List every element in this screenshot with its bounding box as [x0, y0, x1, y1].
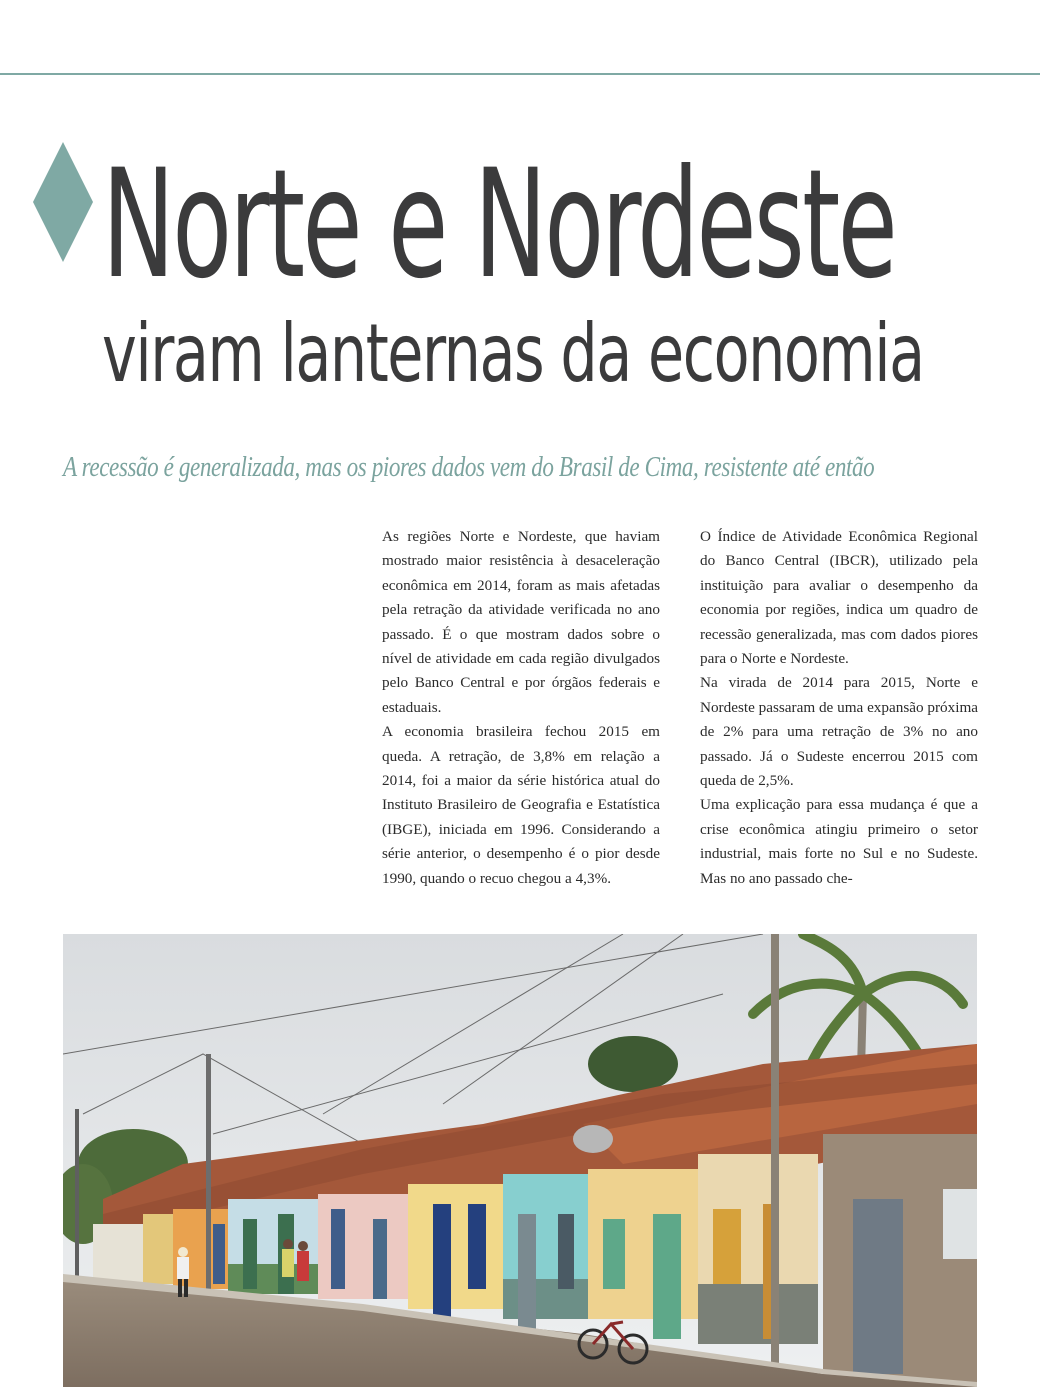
paragraph: As regiões Norte e Nordeste, que haviam mostrado maior resistência à desaceleração econômica em 2014, foram as mais afetadas pela retração da atividade verificada no ano passado. É o que mostram dados sobre o nível de atividade em cada região divulgados pelo Banco Central e por órgãos federais e estaduais.: [382, 528, 660, 716]
top-rule: [0, 73, 1040, 75]
diamond-ornament-icon: [33, 142, 93, 262]
street-photo: [63, 934, 977, 1387]
paragraph: Na virada de 2014 para 2015, Norte e Nordeste passaram de uma expansão próxima de 2% para uma retração de 3% no ano passado. Já o Sudeste encerrou 2015 com queda de 2,5%.: [700, 674, 978, 790]
article-column-1: [382, 525, 660, 891]
page-subtitle: viram lanternas da economia: [102, 307, 924, 400]
paragraph: O Índice de Atividade Econômica Regional do Banco Central (IBCR), utilizado pela instituição para avaliar o desempenho da economia por regiões, indica um quadro de recessão generalizada, mas com dados piores para o Norte e Nordeste.: [700, 528, 978, 668]
page-title: Norte e Nordeste: [102, 138, 896, 312]
article-column-2: [700, 525, 978, 891]
article-deck: A recessão é generalizada, mas os piores dados vem do Brasil de Cima, resistente até então: [63, 452, 875, 483]
colorful-houses-street-image: [63, 934, 977, 1387]
paragraph: A economia brasileira fechou 2015 em queda. A retração, de 3,8% em relação a 2014, foi a maior da série histórica atual do Instituto Brasileiro de Geografia e Estatística (IBGE), iniciada em 1996. Considerando a série anterior, o desempenho é o pior desde 1990, quando o recuo chegou a 4,3%.: [382, 723, 660, 887]
paragraph: Uma explicação para essa mudança é que a crise econômica atingiu primeiro o setor industrial, mais forte no Sul e no Sudeste. Mas no ano passado che-: [700, 796, 978, 887]
